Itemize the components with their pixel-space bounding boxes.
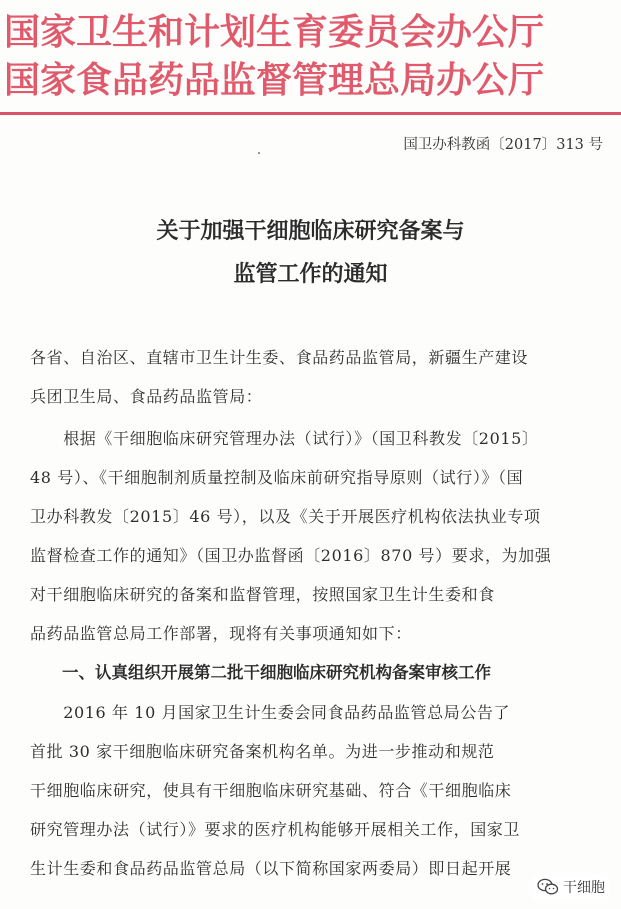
body-line: 品药品监管总局工作部署，现将有关事项通知如下： <box>30 624 412 643</box>
document-number: 国卫办科教函〔2017〕313 号 <box>403 137 603 153</box>
section-line: 生计生委和食品药品监管总局（以下简称国家两委局）即日起开展 <box>30 859 512 878</box>
body-line: 卫办科教发〔2015〕46 号），以及《关于开展医疗机构依法执业专项 <box>30 507 541 526</box>
title-line-1: 关于加强干细胞临床研究备案与 <box>156 219 465 244</box>
section-heading-1: 一、认真组织开展第二批干细胞临床研究机构备案审核工作 <box>62 663 491 682</box>
body-line: 各省、自治区、直辖市卫生计生委、食品药品监管局，新疆生产建设 <box>30 348 529 367</box>
wechat-icon <box>537 878 559 896</box>
letterhead <box>0 0 621 115</box>
body-line: 监督检查工作的通知》（国卫办监督函〔2016〕870 号）要求，为加强 <box>30 546 552 565</box>
body-line: 根据《干细胞临床研究管理办法（试行）》（国卫科教发〔2015〕 <box>30 429 539 448</box>
body-line: 对干细胞临床研究的备案和监督管理，按照国家卫生计生委和食 <box>30 585 495 604</box>
speck <box>258 152 260 154</box>
issuer-line-1: 国家卫生和计划生育委员会办公厅 <box>4 12 545 53</box>
watermark-label: 干细胞 <box>563 880 605 896</box>
body-line: 兵团卫生局、食品药品监管局： <box>30 387 263 406</box>
section-line: 首批 30 家干细胞临床研究备案机构名单。为进一步推动和规范 <box>30 742 495 761</box>
body-line: 48 号）、《干细胞制剂质量控制及临床前研究指导原则（试行）》（国 <box>30 468 524 487</box>
watermark <box>533 875 609 899</box>
title-line-2: 监管工作的通知 <box>233 262 388 287</box>
section-line: 研究管理办法（试行）》要求的医疗机构能够开展相关工作，国家卫 <box>30 820 521 839</box>
issuer-line-2: 国家食品药品监督管理总局办公厅 <box>4 60 545 101</box>
section-line: 2016 年 10 月国家卫生计生委会同食品药品监管总局公告了 <box>30 703 511 722</box>
section-line: 干细胞临床研究，使具有干细胞临床研究基础、符合《干细胞临床 <box>30 781 512 800</box>
